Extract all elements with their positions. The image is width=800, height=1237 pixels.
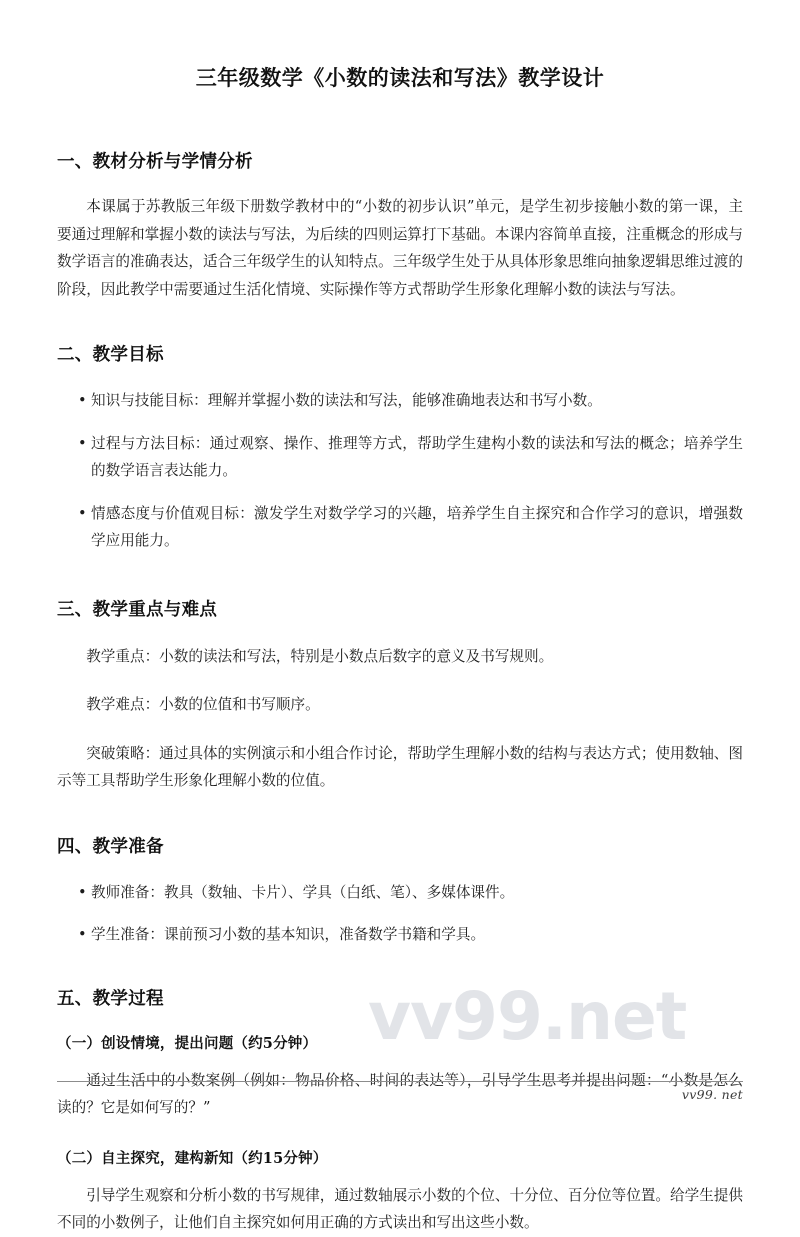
list-item-text: 情感态度与价值观目标：激发学生对数学学习的兴趣，培养学生自主探究和合作学习的意识，增强数学应用能力。 [91, 504, 743, 549]
footer-divider [57, 1081, 743, 1082]
section-heading-2: 二、教学目标 [57, 345, 164, 365]
list-item-text: 学生准备：课前预习小数的基本知识，准备数学书籍和学具。 [91, 926, 486, 943]
teaching-objectives-list [57, 387, 743, 555]
list-item [57, 500, 743, 555]
section-1-paragraph: 本课属于苏教版三年级下册数学教材中的“小数的初步认识”单元，是学生初步接触小数的第一课，主要通过理解和掌握小数的读法与写法，为后续的四则运算打下基础。本课内容简单直接，注重概念的形成与数学语言的准确表达，适合三年级学生的认知特点。三年级学生处于从具体形象思维向抽象逻辑思维过渡的阶段，因此教学中需要通过生活化情境、实际操作等方式帮助学生形象化理解小数的读法与写法。 [57, 198, 743, 298]
teaching-focus-paragraph: 教学重点：小数的读法和写法，特别是小数点后数字的意义及书写规则。 [86, 647, 554, 665]
list-item-text: 知识与技能目标：理解并掌握小数的读法和写法，能够准确地表达和书写小数。 [91, 392, 602, 409]
list-item [57, 879, 743, 907]
list-item [57, 430, 743, 485]
section-heading-1: 一、教材分析与学情分析 [57, 152, 253, 172]
section-heading-4: 四、教学准备 [57, 836, 164, 857]
page-title: 三年级数学《小数的读法和写法》教学设计 [195, 65, 605, 90]
section-heading-3: 三、教学重点与难点 [57, 599, 218, 620]
subsection-heading-5-1: （一）创设情境，提出问题（约5分钟） [57, 1034, 318, 1052]
list-item [57, 387, 743, 415]
footer-site-label: vv99. net [681, 1087, 743, 1102]
bullet-dot-icon: • [78, 883, 87, 901]
bullet-dot-icon: • [78, 504, 87, 522]
section-heading-5: 五、教学过程 [57, 988, 164, 1009]
list-item-text: 教师准备：教具（数轴、卡片）、学具（白纸、笔）、多媒体课件。 [91, 883, 515, 901]
bullet-dot-icon: • [78, 434, 87, 452]
list-item-text: 过程与方法目标：通过观察、操作、推理等方式，帮助学生建构小数的读法和写法的概念；培养学生的数学语言表达能力。 [91, 434, 743, 479]
subsection-heading-5-2: （二）自主探究，建构新知（约15分钟） [57, 1149, 328, 1167]
teaching-difficulty-paragraph: 教学难点：小数的位值和书写顺序。 [86, 696, 320, 713]
bullet-dot-icon: • [78, 926, 87, 943]
watermark-vv99: vv99.net [368, 978, 687, 1055]
subsection-5-1-paragraph: 通过生活中的小数案例（例如：物品价格、时间的表达等），引导学生思考并提出问题：“小数是怎么读的？它是如何写的？” [57, 1071, 743, 1116]
bullet-dot-icon: • [78, 392, 87, 409]
list-item [57, 921, 743, 949]
teaching-preparation-list [57, 879, 743, 949]
breakthrough-strategy-paragraph: 突破策略：通过具体的实例演示和小组合作讨论，帮助学生理解小数的结构与表达方式；使用数轴、图示等工具帮助学生形象化理解小数的位值。 [57, 744, 743, 789]
subsection-5-2-paragraph: 引导学生观察和分析小数的书写规律，通过数轴展示小数的个位、十分位、百分位等位置。给学生提供不同的小数例子，让他们自主探究如何用正确的方式读出和写出这些小数。 [57, 1186, 743, 1231]
